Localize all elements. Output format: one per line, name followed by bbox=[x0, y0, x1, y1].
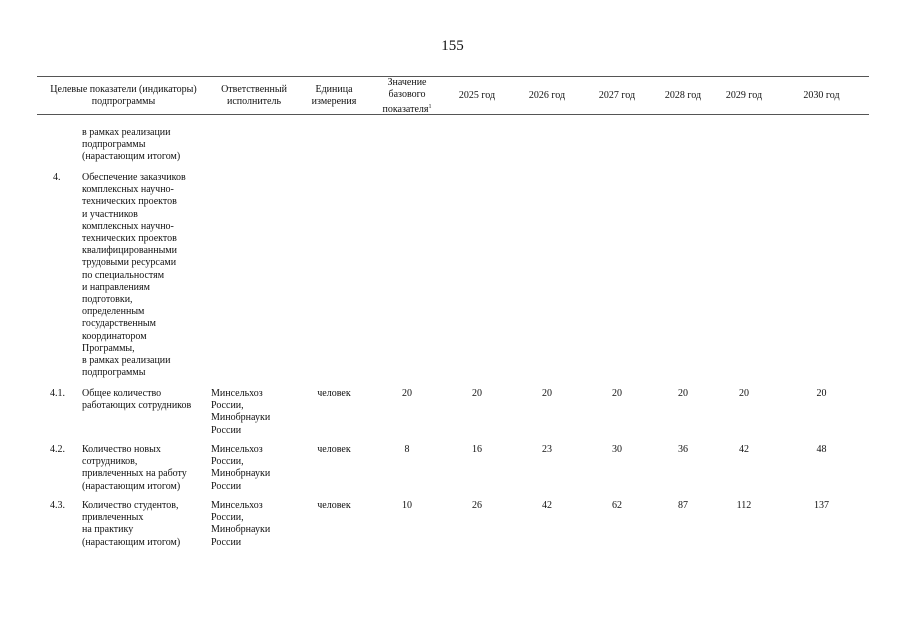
section-title-line: Программы, bbox=[82, 342, 135, 354]
section-title-line: государственным bbox=[82, 318, 156, 330]
row-value-2029: 112 bbox=[736, 500, 752, 511]
row-value-2026: 42 bbox=[542, 500, 552, 511]
header-indicators-line1: Целевые показатели (индикаторы) bbox=[50, 84, 197, 95]
row-indicator-name: (нарастающим итогом) bbox=[82, 480, 181, 492]
section-title-line: подпрограммы bbox=[82, 367, 146, 379]
header-base-line3: показателя bbox=[382, 103, 429, 115]
header-base-line2: базового bbox=[388, 88, 426, 100]
row-indicator-name: сотрудников, bbox=[82, 456, 138, 468]
header-year-2028: 2028 год bbox=[664, 90, 702, 101]
row-executor: Минсельхоз bbox=[211, 388, 263, 399]
row-executor: Минсельхоз bbox=[211, 500, 263, 511]
row-number: 4.3. bbox=[50, 500, 65, 511]
row-executor: России, bbox=[211, 400, 244, 412]
section-title-line: определенным bbox=[82, 306, 145, 318]
row-value-2025: 16 bbox=[472, 444, 482, 455]
continuation-line: подпрограммы bbox=[82, 139, 146, 151]
header-year-2029: 2029 год bbox=[725, 90, 763, 101]
row-value-2027: 30 bbox=[612, 444, 622, 455]
row-value-2025: 26 bbox=[472, 500, 482, 511]
header-base bbox=[372, 76, 442, 116]
header-year-2030: 2030 год bbox=[803, 90, 840, 101]
section-title-line: и участников bbox=[82, 208, 138, 220]
row-value-2025: 20 bbox=[472, 388, 482, 399]
header-year-2025: 2025 год bbox=[458, 90, 496, 101]
header-indicators bbox=[37, 78, 210, 114]
row-executor: России bbox=[211, 424, 242, 436]
section-title-line: по специальностям bbox=[82, 269, 165, 281]
row-indicator-name: Количество студентов, bbox=[82, 500, 179, 511]
row-indicator-name: привлеченных bbox=[82, 512, 144, 524]
row-unit: человек bbox=[317, 444, 351, 455]
row-executor: Минсельхоз bbox=[211, 444, 263, 455]
row-executor: Минобрнауки bbox=[211, 468, 271, 480]
table-header-bottom-rule bbox=[37, 114, 869, 115]
row-base-value: 20 bbox=[402, 388, 412, 399]
header-indicators-line2: подпрограммы bbox=[91, 96, 156, 107]
section-title-line: квалифицированными bbox=[82, 245, 177, 257]
section-title-line: и направлениям bbox=[82, 281, 150, 293]
header-base-line1: Значение bbox=[387, 76, 427, 88]
row-executor: Минобрнауки bbox=[211, 412, 271, 424]
row-indicator-name: Общее количество bbox=[82, 388, 162, 399]
header-base-footnote: 1 bbox=[428, 103, 432, 110]
header-executor-line1: Ответственный bbox=[221, 84, 287, 95]
section-title-line: в рамках реализации bbox=[82, 355, 171, 366]
header-executor-line2: исполнитель bbox=[226, 96, 282, 107]
row-indicator-name: привлеченных на работу bbox=[82, 468, 187, 480]
header-executor bbox=[212, 78, 296, 114]
section-title-line: подготовки, bbox=[82, 294, 133, 305]
continuation-line: в рамках реализации bbox=[82, 127, 171, 138]
table-top-rule bbox=[37, 76, 869, 77]
section-title-line: Обеспечение заказчиков bbox=[82, 172, 186, 183]
row-value-2027: 62 bbox=[612, 500, 622, 511]
header-year-2026: 2026 год bbox=[528, 90, 566, 101]
row-indicator-name: на практику bbox=[82, 524, 134, 536]
row-indicator-name: Количество новых bbox=[82, 444, 161, 455]
row-value-2028: 20 bbox=[678, 388, 688, 399]
row-value-2028: 36 bbox=[678, 444, 688, 455]
section-title-line: трудовыми ресурсами bbox=[82, 257, 177, 269]
row-value-2029: 20 bbox=[739, 388, 749, 399]
section-title-line: комплексных научно- bbox=[82, 220, 174, 232]
row-number: 4.2. bbox=[50, 444, 65, 455]
row-value-2026: 20 bbox=[542, 388, 552, 399]
row-executor: России bbox=[211, 536, 242, 548]
section-title-line: координатором bbox=[82, 330, 147, 342]
row-value-2030: 137 bbox=[814, 500, 829, 511]
section-title-line: технических проектов bbox=[82, 233, 177, 244]
row-indicator-name: работающих сотрудников bbox=[82, 400, 192, 412]
row-base-value: 10 bbox=[402, 500, 412, 511]
row-unit: человек bbox=[317, 500, 351, 511]
row-value-2030: 20 bbox=[816, 388, 827, 399]
row-value-2029: 42 bbox=[739, 444, 749, 455]
section-title-line: технических проектов bbox=[82, 196, 177, 208]
header-year-2027: 2027 год bbox=[598, 90, 636, 101]
row-executor: России, bbox=[211, 456, 244, 468]
section-title-line: комплексных научно- bbox=[82, 184, 174, 196]
row-indicator-name: (нарастающим итогом) bbox=[82, 536, 181, 548]
row-value-2028: 87 bbox=[678, 500, 688, 511]
row-value-2030: 48 bbox=[816, 444, 827, 455]
row-executor: России bbox=[211, 480, 242, 492]
row-value-2027: 20 bbox=[612, 388, 622, 399]
row-number: 4.1. bbox=[50, 388, 65, 399]
row-executor: России, bbox=[211, 512, 244, 524]
section-number: 4. bbox=[53, 172, 61, 183]
row-base-value: 8 bbox=[404, 444, 410, 455]
continuation-line: (нарастающим итогом) bbox=[82, 151, 181, 163]
row-executor: Минобрнауки bbox=[211, 524, 271, 536]
header-unit-line2: измерения bbox=[311, 96, 357, 107]
header-unit-line1: Единица bbox=[315, 84, 353, 95]
row-value-2026: 23 bbox=[542, 444, 552, 455]
header-unit bbox=[297, 78, 371, 114]
row-unit: человек bbox=[317, 388, 351, 399]
page-number: 155 bbox=[441, 38, 464, 54]
